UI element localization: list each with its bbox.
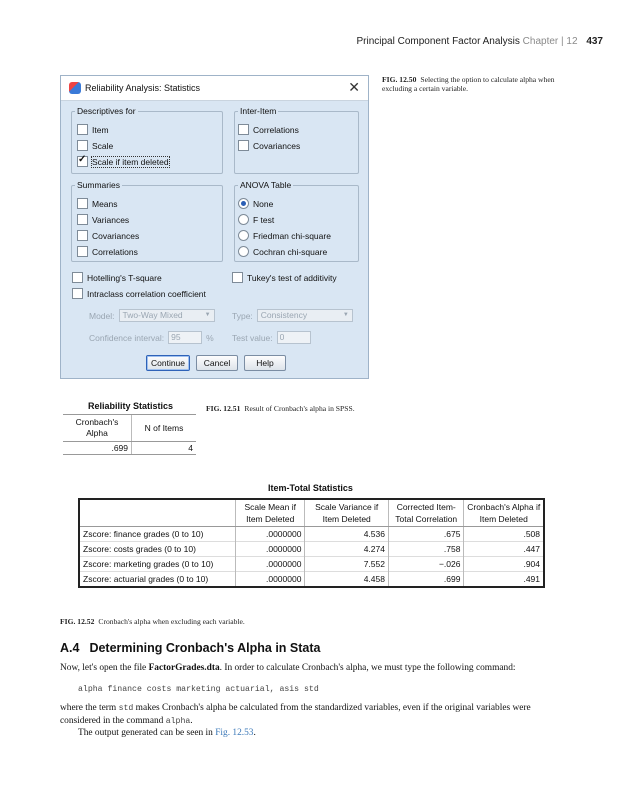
page-number: 437 — [586, 36, 603, 47]
checkbox-box[interactable] — [77, 140, 88, 151]
cancel-button[interactable]: Cancel — [196, 355, 238, 371]
spss-app-icon — [69, 82, 81, 94]
model-row — [89, 309, 215, 322]
running-header — [356, 36, 603, 47]
scale-if-item-deleted-checkbox[interactable]: ✓ Scale if item deleted — [77, 156, 169, 167]
summary-correlations-checkbox[interactable]: Correlations — [77, 246, 138, 257]
close-icon[interactable]: ✕ — [348, 79, 360, 95]
col-cronbach-alpha: Cronbach's Alpha — [63, 415, 132, 442]
fig50-caption: FIG. 12.50 Selecting the option to calculate alpha when excluding a certain variable. — [382, 75, 555, 93]
test-value-input[interactable]: 0 — [277, 331, 311, 344]
checkbox-checked[interactable] — [77, 156, 88, 167]
model-select[interactable]: Two-Way Mixed ▼ — [119, 309, 215, 322]
help-button[interactable]: Help — [244, 355, 286, 371]
table-row: Zscore: costs grades (0 to 10) .0000000 4.274 .758 .447 — [79, 542, 544, 557]
paragraph-3: The output generated can be seen in Fig. 12.53. — [78, 728, 256, 738]
checkbox-box[interactable] — [77, 124, 88, 135]
file-name: FactorGrades.dta — [148, 663, 220, 673]
type-select[interactable]: Consistency ▼ — [257, 309, 353, 322]
fig52-caption: FIG. 12.52 Cronbach's alpha when excluding each variable. — [60, 617, 245, 626]
paragraph-2: where the term std makes Cronbach's alpha be calculated from the standardized variables, even if the original variables were considered in the command alpha. — [60, 703, 531, 726]
col-alpha-if-deleted: Cronbach's Alpha if Item Deleted — [464, 499, 544, 527]
chevron-down-icon: ▼ — [204, 312, 211, 318]
anova-legend: ANOVA Table — [240, 180, 292, 190]
anova-f-test-radio[interactable]: F test — [238, 214, 274, 225]
variances-checkbox[interactable]: Variances — [77, 214, 129, 225]
alpha-value: .699 — [63, 442, 132, 455]
paragraph-1: Now, let's open the file FactorGrades.dta. In order to calculate Cronbach's alpha, we must type the following command: — [60, 663, 516, 673]
chevron-down-icon: ▼ — [342, 312, 349, 318]
stata-command: alpha finance costs marketing actuarial, asis std — [78, 685, 319, 694]
intraclass-checkbox[interactable]: Intraclass correlation coefficient — [72, 288, 206, 299]
dialog-title: Reliability Analysis: Statistics — [85, 83, 201, 93]
confidence-input[interactable]: 95 — [168, 331, 202, 344]
row-header-blank — [79, 499, 236, 527]
confidence-row — [89, 331, 214, 344]
table-row — [63, 442, 196, 455]
item-total-title: Item-Total Statistics — [268, 483, 353, 493]
summaries-legend: Summaries — [77, 180, 120, 190]
item-total-table — [78, 498, 545, 588]
model-label: Model: — [89, 310, 115, 321]
test-value-row — [232, 331, 311, 344]
inter-item-legend: Inter-Item — [240, 106, 277, 116]
test-value-label: Test value: — [232, 332, 273, 343]
summary-covariances-checkbox[interactable]: Covariances — [77, 230, 139, 241]
type-label: Type: — [232, 310, 253, 321]
confidence-label: Confidence interval: — [89, 332, 165, 343]
percent-label: % — [206, 332, 214, 343]
reliability-table-title: Reliability Statistics — [88, 401, 174, 411]
n-items-value: 4 — [132, 442, 197, 455]
table-row: Zscore: actuarial grades (0 to 10) .0000000 4.458 .699 .491 — [79, 572, 544, 588]
type-row — [232, 309, 353, 322]
section-heading: A.4 Determining Cronbach's Alpha in Stata — [60, 641, 321, 655]
fig51-caption: FIG. 12.51 Result of Cronbach's alpha in SPSS. — [206, 404, 355, 413]
anova-cochran-radio[interactable]: Cochran chi-square — [238, 246, 327, 257]
col-n-items: N of Items — [132, 415, 197, 442]
anova-none-radio[interactable]: None — [238, 198, 273, 209]
correlations-checkbox[interactable]: Correlations — [238, 124, 299, 135]
col-scale-mean: Scale Mean if Item Deleted — [236, 499, 305, 527]
reliability-table — [63, 414, 196, 455]
scale-checkbox[interactable]: Scale — [77, 140, 113, 151]
dialog-titlebar — [61, 76, 368, 101]
col-corrected-corr: Corrected Item-Total Correlation — [388, 499, 463, 527]
fig-link[interactable]: Fig. 12.53 — [215, 728, 254, 738]
item-checkbox[interactable]: Item — [77, 124, 109, 135]
header-chapter: Chapter | 12 — [522, 36, 578, 47]
reliability-statistics-dialog — [60, 75, 369, 379]
tukey-checkbox[interactable]: Tukey's test of additivity — [232, 272, 337, 283]
anova-friedman-radio[interactable]: Friedman chi-square — [238, 230, 331, 241]
means-checkbox[interactable]: Means — [77, 198, 118, 209]
covariances-checkbox[interactable]: Covariances — [238, 140, 300, 151]
col-scale-variance: Scale Variance if Item Deleted — [305, 499, 389, 527]
table-row: Zscore: marketing grades (0 to 10) .0000000 7.552 −.026 .904 — [79, 557, 544, 572]
header-title: Principal Component Factor Analysis — [356, 36, 520, 47]
table-row: Zscore: finance grades (0 to 10) .0000000 4.536 .675 .508 — [79, 527, 544, 542]
continue-button[interactable]: Continue — [146, 355, 190, 371]
descriptives-legend: Descriptives for — [77, 106, 136, 116]
hotelling-checkbox[interactable]: Hotelling's T-square — [72, 272, 162, 283]
